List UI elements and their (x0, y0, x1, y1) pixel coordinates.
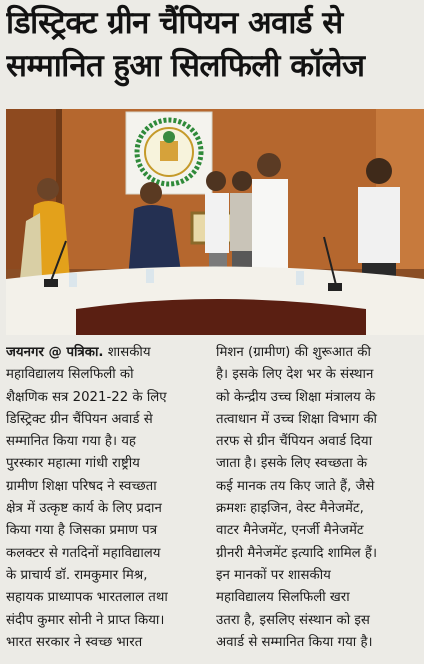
article-column-left (6, 342, 209, 664)
article-line: क्षेत्र में उत्कृष्ट कार्य के लिए प्रदान (6, 501, 162, 517)
article-line: भारत सरकार ने स्वच्छ भारत (6, 634, 143, 650)
dateline: जयनगर @ पत्रिका. (6, 345, 104, 360)
article-line: शैक्षणिक सत्र 2021-22 के लिए (6, 389, 167, 405)
article-line: डिस्ट्रिक्ट ग्रीन चैंपियन अवार्ड से (6, 411, 153, 427)
article-line: वाटर मैनेजमेंट, एनर्जी मैनेजमेंट (216, 523, 364, 539)
article-line: को केन्द्रीय उच्च शिक्षा मंत्रालय के (216, 389, 376, 405)
article-line: तरफ से ग्रीन चैंपियन अवार्ड दिया (216, 434, 373, 450)
article-column-right (216, 342, 424, 664)
article-line: महाविद्यालय सिलफिली को (6, 367, 134, 383)
article-line: महाविद्यालय सिलफिली खरा (216, 590, 350, 606)
article-line-text: शासकीय (107, 345, 151, 360)
article-line: ग्रामीण शिक्षा परिषद ने स्वच्छता (6, 478, 157, 494)
article-line: संदीप कुमार सोनी ने प्राप्त किया। (6, 612, 165, 628)
article-line: पुरस्कार महात्मा गांधी राष्ट्रीय (6, 456, 140, 472)
article-line: ग्रीनरी मैनेजमेंट इत्यादि शामिल हैं। (216, 545, 378, 561)
article-line: कलक्टर से गतदिनों महाविद्यालय (6, 545, 161, 561)
article-line: क्रमशः हाइजिन, वेस्ट मैनेजमेंट, (216, 501, 364, 517)
headline-line-2: सम्मानित हुआ सिलफिली कॉलेज (6, 48, 365, 84)
article-line: उतरा है, इसलिए संस्थान को इस (216, 612, 370, 628)
article-line: जाता है। इसके लिए स्वच्छता के (216, 456, 368, 472)
article-line: के प्राचार्य डॉ. रामकुमार मिश्र, (6, 567, 148, 583)
article-line: किया गया है जिसका प्रमाण पत्र (6, 523, 158, 539)
article-line: सहायक प्राध्यापक भारतलाल तथा (6, 590, 168, 606)
news-photo (6, 109, 424, 335)
article-line: अवार्ड से सम्मानित किया गया है। (216, 634, 373, 650)
article-line: कई मानक तय किए जाते हैं, जैसे (216, 478, 375, 494)
article-line: सम्मानित किया गया है। यह (6, 434, 136, 450)
article-line: तत्वाधान में उच्च शिक्षा विभाग की (216, 411, 378, 427)
article-line: मिशन (ग्रामीण) की शुरूआत की (216, 345, 371, 360)
headline-line-1: डिस्ट्रिक्ट ग्रीन चैंपियन अवार्ड से (6, 5, 343, 41)
article-line (6, 342, 209, 364)
article-line: है। इसके लिए देश भर के संस्थान (216, 367, 374, 383)
headline (6, 2, 424, 88)
article-line: इन मानकों पर शासकीय (216, 567, 331, 583)
